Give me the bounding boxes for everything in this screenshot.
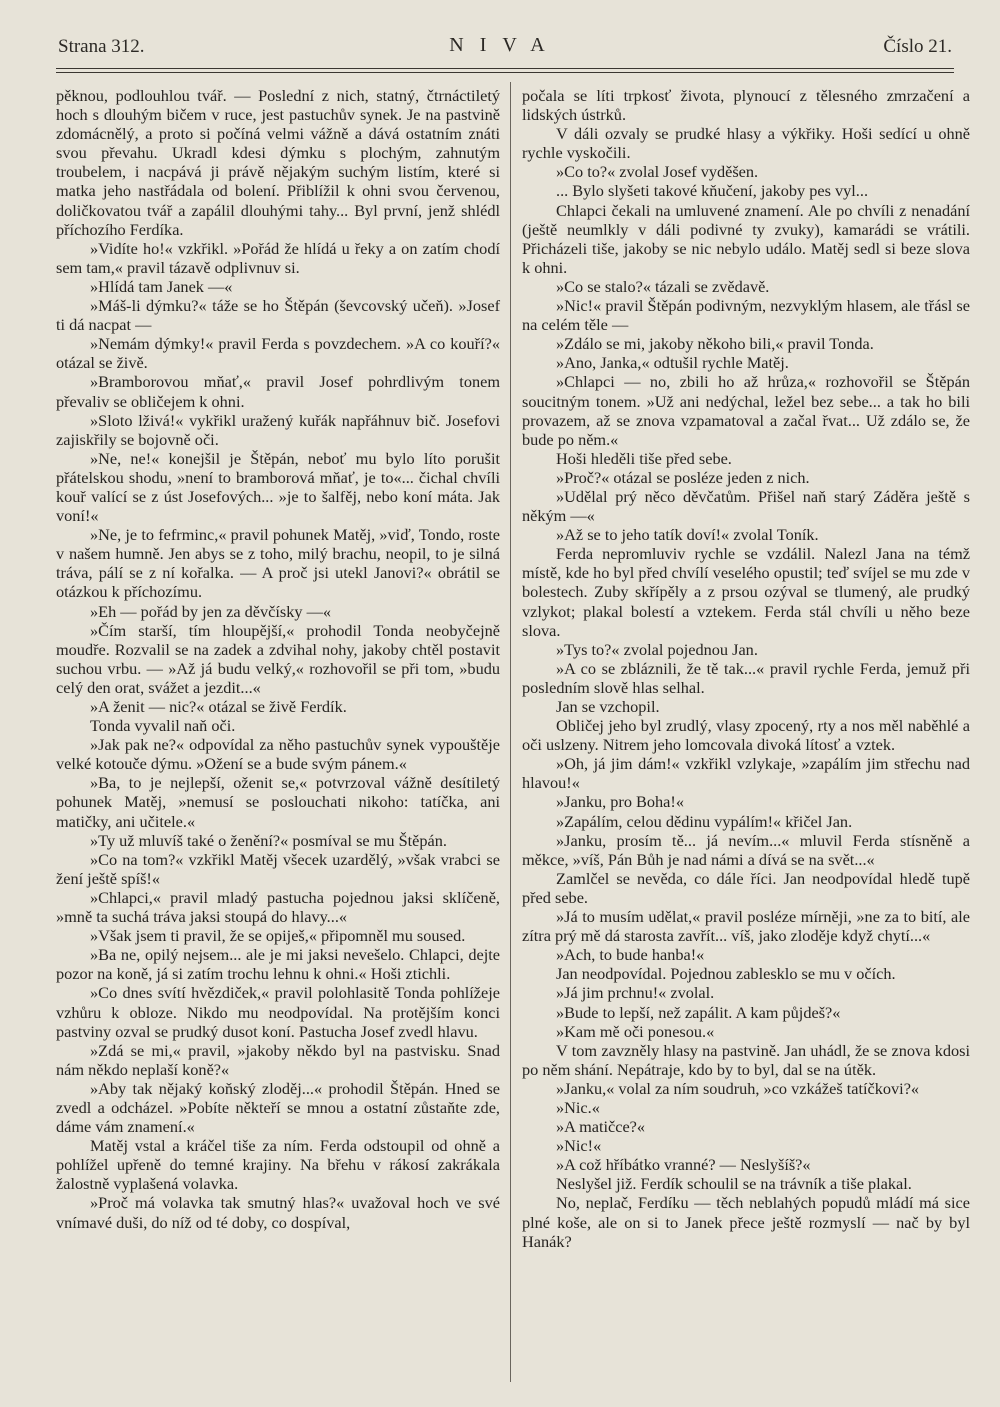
paragraph: V tom zavzněly hlasy na pastvině. Jan uhádl, že se znova kdosi po něm shání. Nepátraje, kdo by to byl, dal se na útěk. <box>522 1040 970 1079</box>
right-column <box>522 86 970 1251</box>
paragraph: »Janku, pro Boha!« <box>556 792 684 812</box>
column-divider <box>510 82 511 1382</box>
paragraph: pěknou, podlouhlou tvář. — Poslední z nich, statný, čtrnáctiletý hoch s dlouhým bičem v ruce, jest pastuchův synek. Je na pastvině zdomácnělý, a proto si počíná velmi vážně a dává ostatním znáti svou převahu. Ukradl kdesi dýmku s plochým, zahnutým troubelem, i nacpává ji právě nějakým suchým listím, které si matka jeho nastřádala od bolení. Přiblížil k ohni svou červenou, doličkovatou tvář a zapálil dlouhými tahy... Byl první, jenž shlédl příchozího Ferdíka. <box>56 86 500 239</box>
paragraph: »Až se to jeho tatík doví!« zvolal Toník. <box>556 525 819 545</box>
paragraph: »Eh — pořád by jen za děvčísky —« <box>90 601 331 621</box>
left-column <box>56 86 500 1232</box>
paragraph: »Janku, prosím tě... já nevím...« mluvil Ferda stísněně a měkce, »víš, Pán Bůh je nad námi a dívá se na svět...« <box>522 830 970 869</box>
paragraph: Ferda nepromluviv rychle se vzdálil. Nalezl Jana na témž místě, kde ho byl před chvílí veselého opustil; teď svíjel se mu zde v bolestech. Zuby skřípěly a z prsou ozýval se tlumený, ale prudký vzlykot; plakal bolestí a vztekem. Ferda stál chvíli u něho beze slova. <box>522 544 970 640</box>
paragraph: Neslyšel již. Ferdík schoulil se na trávník a tiše plakal. <box>556 1174 912 1194</box>
paragraph: »Máš-li dýmku?« táže se ho Štěpán (ševcovský učeň). »Josef ti dá nacpat — <box>56 296 500 335</box>
paragraph: »Ach, to bude hanba!« <box>556 945 705 965</box>
paragraph: »Co se stalo?« tázali se zvědavě. <box>556 276 770 296</box>
paragraph: »A ženit — nic?« otázal se živě Ferdík. <box>90 697 347 716</box>
paragraph: »Hlídá tam Janek —« <box>90 276 233 296</box>
paragraph: »Kam mě oči ponesou.« <box>556 1021 715 1041</box>
paragraph: »Zdálo se mi, jakoby někoho bili,« pravil Tonda. <box>556 334 874 354</box>
paragraph: »Chlapci,« pravil mladý pastucha pojednou jaksi sklíčeně, »mně ta suchá tráva jaksi stoupá do hlavy...« <box>56 887 500 927</box>
paragraph: Jan neodpovídal. Pojednou zablesklo se mu v očích. <box>556 964 896 984</box>
header-rule-thin <box>56 72 954 73</box>
issue-number: Číslo 21. <box>883 36 952 57</box>
paragraph: »Proč má volavka tak smutný hlas?« uvažoval hoch ve své vnímavé duši, do níž od té doby, co dospíval, <box>56 1193 500 1232</box>
paragraph: Obličej jeho byl zrudlý, vlasy zpocený, rty a nos měl naběhlé a oči uslzeny. Nitrem jeho lomcovala divoká lítosť a vztek. <box>522 716 970 755</box>
paragraph: »Co dnes svítí hvězdiček,« pravil polohlasitě Tonda pohlížeje vzhůru k obloze. Nikdo mu neodpovídal. Na protějším konci pastviny ozval se prudký dusot koní. Pastucha Josef zvedl hlavu. <box>56 983 500 1041</box>
paragraph: »Proč?« otázal se posléze jeden z nich. <box>556 467 810 487</box>
paragraph: Jan se vzchopil. <box>556 697 660 716</box>
paragraph: »Janku,« volal za ním soudruh, »co vzkážeš tatíčkovi?« <box>556 1078 920 1098</box>
paragraph: »Tys to?« zvolal pojednou Jan. <box>556 639 758 659</box>
paragraph: »Nic.« <box>556 1097 600 1117</box>
paragraph: No, neplač, Ferdíku — těch neblahých popudů mládí má sice plné koše, ale on si to Janek přece ještě rozmyslí — nač by byl Hanák? <box>522 1193 970 1251</box>
paragraph: »Já jim prchnu!« zvolal. <box>556 983 715 1003</box>
page-number: Strana 312. <box>58 36 145 57</box>
paragraph: »Sloto lživá!« vykřikl uražený kuřák napřáhnuv bič. Josefovi zajiskřily se bojovně oči. <box>56 410 500 449</box>
paragraph: počala se líti trpkosť života, plynoucí z tělesného zmrzačení a lidských ústrků. <box>522 86 970 125</box>
page-header <box>58 32 952 62</box>
journal-title: NIVA <box>449 34 561 56</box>
paragraph: »Zdá se mi,« pravil, »jakoby někdo byl na pastvisku. Snad nám někdo neplaší koně?« <box>56 1040 500 1079</box>
paragraph: »Já to musím udělat,« pravil posléze mírněji, »ne za to bití, ale zítra prý mě dá starosta zavřít... víš, jako zloděje když chytí...« <box>522 907 970 946</box>
paragraph: ... Bylo slyšeti takové kňučení, jakoby pes vyl... <box>556 181 869 201</box>
paragraph: Tonda vyvalil naň oči. <box>90 716 236 736</box>
paragraph: Hoši hleděli tiše před sebe. <box>556 448 732 468</box>
paragraph: »Udělal prý něco děvčatům. Přišel naň starý Záděra ještě s někým —« <box>522 486 970 526</box>
paragraph: »A co se zbláznili, že tě tak...« pravil rychle Ferda, jemuž při posledním slově hlas selhal. <box>522 658 970 697</box>
paragraph: »Aby tak nějaký koňský zloděj...« prohodil Štěpán. Hned se zvedl a odcházel. »Pobíte někteří se mnou a ostatní zůstaňte zde, dáme vám znamení.« <box>56 1078 500 1137</box>
header-rule <box>56 68 954 69</box>
paragraph: »Ba ne, opilý nejsem... ale je mi jaksi nevešelo. Chlapci, dejte pozor na koně, já si zatím trochu lehnu k ohni.« Hoši ztichli. <box>56 945 500 984</box>
paragraph: »Bude to lepší, než zapálit. A kam půjdeš?« <box>556 1002 841 1022</box>
paragraph: »Ano, Janka,« odtušil rychle Matěj. <box>556 353 789 373</box>
paragraph: »Chlapci — no, zbili ho až hrůza,« rozhovořil se Štěpán soucitným tonem. »Už ani nedýchal, ležel bez sebe... a tak ho bili provazem, až se znova vzpamatoval a začal řvat... Už zdálo se, že bude po něm.« <box>522 372 970 449</box>
paragraph: Chlapci čekali na umluvené znamení. Ale po chvíli z nenadání (ještě neumlkly v dáli podivné ty zvuky), kamarádi se vrátili. Přicházeli tiše, jakoby se nic nebylo událo. Matěj sedl si beze slova k ohni. <box>522 200 970 277</box>
paragraph: Zamlčel se nevěda, co dále říci. Jan neodpovídal hledě tupě před sebe. <box>522 868 970 907</box>
paragraph: »Ba, to je nejlepší, oženit se,« potvrzoval vážně desítiletý pohunek Matěj, »nemusí se poslouchati nikoho: tatíčka, ani matičky, ani učitele.« <box>56 773 500 831</box>
paragraph: »Ne, je to fefrminc,« pravil pohunek Matěj, »viď, Tondo, roste v našem humně. Jen abys se z toho, milý brachu, neopil, to je silná tráva, pálí se z ní kořalka. — A proč jsi utekl Janovi?« obrátil se otázkou k příchozímu. <box>56 525 500 602</box>
paragraph: »Zapálím, celou dědinu vypálím!« křičel Jan. <box>556 811 853 831</box>
paragraph: »Co na tom?« vzkřikl Matěj všecek uzardělý, »však vrabci se žení ještě spíš!« <box>56 849 500 888</box>
paragraph: »A což hříbátko vranné? — Neslyšíš?« <box>556 1155 811 1175</box>
paragraph: »Oh, já jim dám!« vzkřikl vzlykaje, »zapálím jim střechu nad hlavou!« <box>522 754 970 793</box>
paragraph: V dáli ozvaly se prudké hlasy a výkřiky. Hoši sedící u ohně rychle vyskočili. <box>522 124 970 163</box>
paragraph: »Nic!« <box>556 1136 602 1156</box>
paragraph: »Bramborovou mňať,« pravil Josef pohrdlivým tonem převaliv se obličejem k ohni. <box>56 372 500 411</box>
paragraph: »Jak pak ne?« odpovídal za něho pastuchův synek vypouštěje velké kotouče dýmu. »Ožení se a bude svým pánem.« <box>56 735 500 774</box>
paragraph: »Ty už mluvíš také o ženění?« posmíval se mu Štěpán. <box>90 830 447 850</box>
paragraph: »Ne, ne!« konejšil je Štěpán, neboť mu bylo líto porušit přátelskou shodu, »není to bramborová mňať, je to«... čichal chvíli kouř valící se z úst Josefových... »je to šalfěj, nebo koní máta. Jak voní!« <box>56 448 500 526</box>
paragraph: »Čím starší, tím hloupější,« prohodil Tonda neobyčejně moudře. Rozvalil se na zadek a zdvihal nohy, jakoby chtěl postavit suchou vrbu. — »Až já budu velký,« rozhovořil se při tom, »budu celý den orat, svážet a jezdit...« <box>56 620 500 697</box>
paragraph: »Však jsem ti pravil, že se opiješ,« připomněl mu soused. <box>90 926 466 946</box>
paragraph: »Nic!« pravil Štěpán podivným, nezvyklým hlasem, ale třásl se na celém těle — <box>522 296 970 335</box>
paragraph: »A matičce?« <box>556 1117 646 1137</box>
paragraph: »Vidíte ho!« vzkřikl. »Pořád že hlídá u řeky a on zatím chodí sem tam,« pravil tázavě odplivnuv si. <box>56 238 500 277</box>
paragraph: »Co to?« zvolal Josef vyděšen. <box>556 162 759 182</box>
paragraph: Matěj vstal a kráčel tiše za ním. Ferda odstoupil od ohně a pohlížel upřeně do temné krajiny. Na břehu v rákosí zakrákala žalostně vyplašená volavka. <box>56 1136 500 1194</box>
paragraph: »Nemám dýmky!« pravil Ferda s povzdechem. »A co kouří?« otázal se živě. <box>56 334 500 373</box>
